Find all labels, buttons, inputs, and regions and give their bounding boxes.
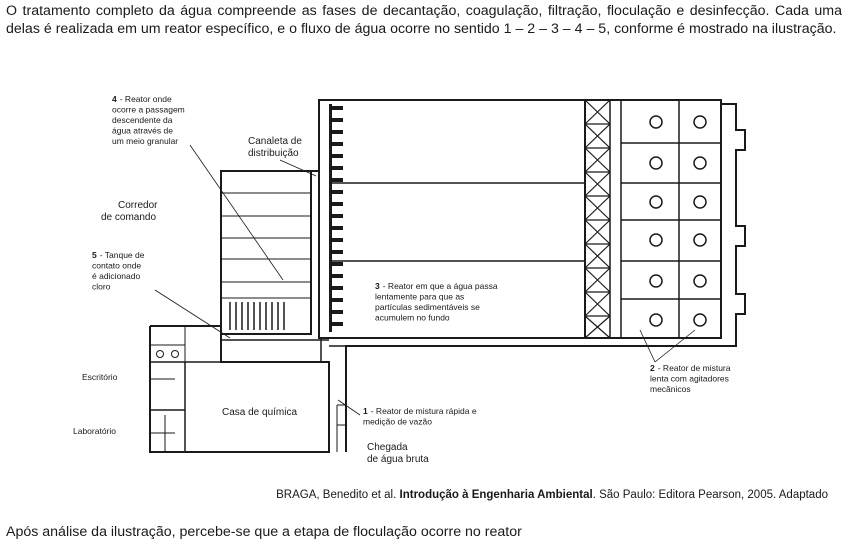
label-2: 2 - Reator de mistura lenta com agitadores mecânicos xyxy=(650,363,731,394)
intro-paragraph: O tratamento completo da água compreende as fases de decantação, coagulação, filtração, floculação e desinfecção. Cada uma delas é realizada em um reator específico, e o fluxo de água ocorre no sentido 1 – 2 – 3 – 4 – 5, conforme é mostrado na ilustração. xyxy=(6,3,842,37)
question-text: Após análise da ilustração, percebe-se que a etapa de floculação ocorre no reator xyxy=(6,524,522,540)
baffle-column xyxy=(585,100,610,338)
flocculation-block xyxy=(585,100,721,338)
label-canaleta: Canaleta de distribuição xyxy=(248,136,302,159)
label-casa-quimica: Casa de química xyxy=(222,407,298,418)
source-credit: BRAGA, Benedito et al. Introdução à Engenharia Ambiental. São Paulo: Editora Pearson, 2005. Adaptado xyxy=(276,489,828,501)
label-laboratorio: Laboratório xyxy=(73,426,117,436)
label-5: 5 - Tanque de contato onde é adicionado cloro xyxy=(92,250,145,292)
label-1: 1 - Reator de mistura rápida e medição de vazão xyxy=(363,406,477,427)
label-chegada: Chegada de água bruta xyxy=(367,442,429,465)
filter-underdrain xyxy=(230,302,284,330)
label-4: 4 - Reator onde ocorre a passagem descendente da água através de um meio granular xyxy=(112,94,185,146)
label-3: 3 - Reator em que a água passa lentamente para que as partículas sedimentáveis se acumulem no fundo xyxy=(375,281,498,323)
label-corredor: Corredor de comando xyxy=(101,200,158,223)
distribution-comb xyxy=(329,104,343,332)
mechanical-agitators xyxy=(650,116,706,326)
label-escritorio: Escritório xyxy=(82,372,118,382)
